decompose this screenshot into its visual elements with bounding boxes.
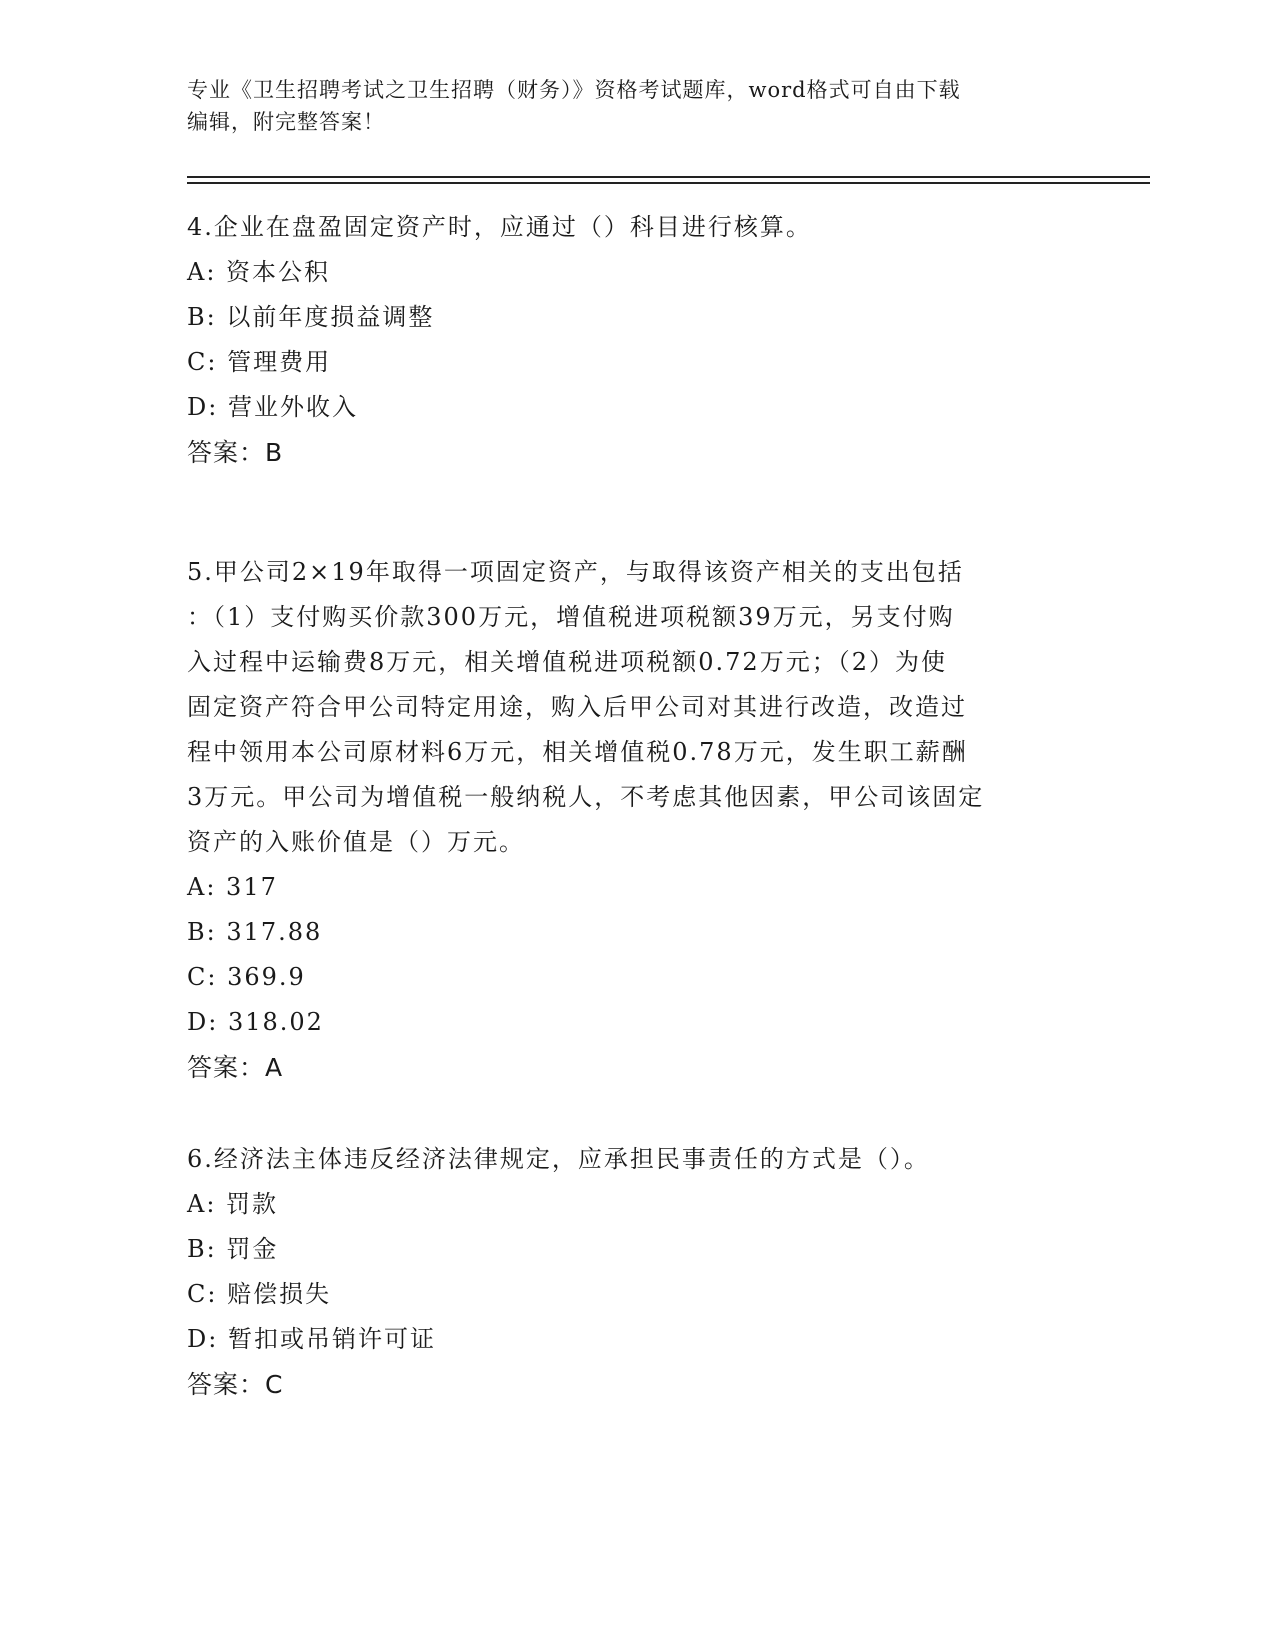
document-header: [187, 74, 1087, 138]
option-d: D: 318.02: [187, 1008, 324, 1036]
question-stem: 6.经济法主体违反经济法律规定，应承担民事责任的方式是（）。: [187, 1145, 930, 1173]
question-5: [187, 550, 1087, 1090]
option-b: B: 以前年度损益调整: [187, 303, 435, 331]
question-stem-line: 程中领用本公司原材料6万元，相关增值税0.78万元，发生职工薪酬: [187, 738, 968, 766]
question-stem-line: 入过程中运输费8万元，相关增值税进项税额0.72万元；（2）为使: [187, 648, 947, 676]
answer-label: 答案：B: [187, 438, 284, 467]
question-stem-line: 3万元。甲公司为增值税一般纳税人，不考虑其他因素，甲公司该固定: [187, 783, 985, 811]
question-6: [187, 1137, 1087, 1407]
option-c: C: 369.9: [187, 963, 306, 991]
question-stem-line: 5.甲公司2×19年取得一项固定资产，与取得该资产相关的支出包括: [187, 558, 964, 586]
answer-label: 答案：A: [187, 1053, 284, 1082]
option-c: C: 管理费用: [187, 348, 332, 376]
question-stem: 4.企业在盘盈固定资产时，应通过（）科目进行核算。: [187, 213, 812, 241]
header-divider-top: [187, 176, 1150, 178]
option-d: D: 营业外收入: [187, 393, 358, 421]
option-c: C: 赔偿损失: [187, 1280, 332, 1308]
header-divider-bottom: [187, 182, 1150, 184]
option-a: A: 罚款: [187, 1190, 279, 1218]
question-stem-line: 资产的入账价值是（）万元。: [187, 828, 525, 856]
header-line-1: 专业《卫生招聘考试之卫生招聘（财务）》资格考试题库，word格式可自由下载: [187, 78, 961, 102]
option-b: B: 罚金: [187, 1235, 279, 1263]
option-d: D: 暂扣或吊销许可证: [187, 1325, 436, 1353]
answer-label: 答案：C: [187, 1370, 284, 1399]
option-b: B: 317.88: [187, 918, 323, 946]
question-4: [187, 205, 1087, 475]
header-line-2: 编辑，附完整答案！: [187, 110, 385, 134]
question-stem-line: ：（1）支付购买价款300万元，增值税进项税额39万元，另支付购: [187, 603, 955, 631]
option-a: A: 资本公积: [187, 258, 331, 286]
question-stem-line: 固定资产符合甲公司特定用途，购入后甲公司对其进行改造，改造过: [187, 693, 967, 721]
option-a: A: 317: [187, 873, 278, 901]
